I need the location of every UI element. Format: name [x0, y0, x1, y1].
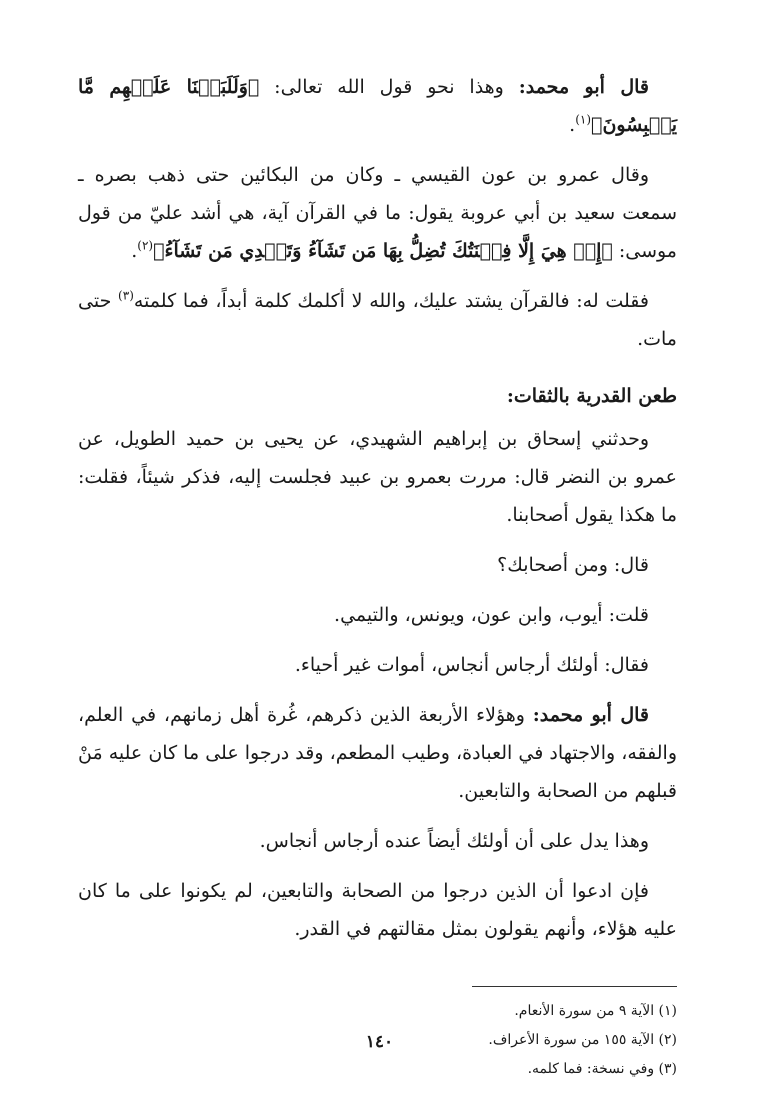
page-number: ١٤٠	[365, 1032, 394, 1052]
paragraph-1	[78, 68, 677, 144]
paragraph-end: .	[131, 240, 138, 262]
paragraph-2	[78, 156, 677, 270]
footnote-separator-wrap	[78, 960, 677, 997]
paragraph-7: فقال: أولئك أرجاس أنجاس، أموات غير أحياء.	[294, 654, 649, 676]
speaker-label: قال أبو محمد:	[518, 76, 649, 98]
paragraph-3	[78, 282, 677, 358]
speaker-label: قال أبو محمد:	[532, 704, 649, 726]
footnote-separator	[472, 986, 677, 987]
footnote-marker: (٣)	[118, 288, 134, 303]
paragraph-text: وهؤلاء الأربعة الذين ذكرهم، غُرة أهل زمانهم، في العلم، والفقه، والاجتهاد في العبادة، وطيب المطعم، وقد درجوا على ما كان عليه مَنْ قبلهم من الصحابة والتابعين.	[78, 704, 677, 802]
paragraph-end: .	[569, 114, 576, 136]
paragraph-end: حتى مات.	[78, 290, 677, 350]
footnote-1: (١) الآية ٩ من سورة الأنعام.	[514, 1003, 677, 1019]
quran-verse: ﴿وَلَلَبَسۡنَا عَلَيۡهِم مَّا يَلۡبِسُونَ﴾	[78, 76, 677, 136]
paragraph-4: وحدثني إسحاق بن إبراهيم الشهيدي، عن يحيى بن حميد الطويل، عن عمرو بن النضر قال: مررت بعمرو بن عبيد فجلست إليه، فذكر شيئاً، فقلت: ما هكذا يقول أصحابنا.	[78, 428, 677, 526]
footnote-marker: (١)	[575, 112, 592, 127]
paragraph-text: فقلت له: فالقرآن يشتد عليك، والله لا أكلمك كلمة أبداً، فما كلمته	[133, 290, 649, 312]
paragraph-6: قلت: أيوب، وابن عون، ويونس، والتيمي.	[334, 604, 649, 626]
section-heading: طعن القدرية بالثقات:	[506, 385, 677, 407]
footnote-2: (٢) الآية ١٥٥ من سورة الأعراف.	[488, 1032, 677, 1048]
paragraph-5: قال: ومن أصحابك؟	[497, 554, 649, 576]
footnote-marker: (٢)	[137, 238, 154, 253]
paragraph-text: وقال عمرو بن عون القيسي ـ وكان من البكائين حتى ذهب بصره ـ سمعت سعيد بن أبي عروبة يقول: ما في القرآن آية، هي أشد عليّ من قول موسى:	[78, 164, 677, 262]
paragraph-10: فإن ادعوا أن الذين درجوا من الصحابة والتابعين، لم يكونوا على ما كان عليه هؤلاء، وأنهم يقولون بمثل مقالتهم في القدر.	[78, 880, 677, 940]
quran-verse: ﴿إِنۡ هِيَ إِلَّا فِتۡنَتُكَ تُضِلُّ بِهَا مَن تَشَآءُ وَتَهۡدِي مَن تَشَآءُ﴾	[153, 240, 613, 262]
paragraph-9: وهذا يدل على أن أولئك أيضاً عنده أرجاس أنجاس.	[259, 830, 649, 852]
footnote-3: (٣) وفي نسخة: فما كلمه.	[527, 1061, 677, 1077]
paragraph-text: وهذا نحو قول الله تعالى:	[259, 76, 519, 98]
paragraph-8	[78, 696, 677, 810]
